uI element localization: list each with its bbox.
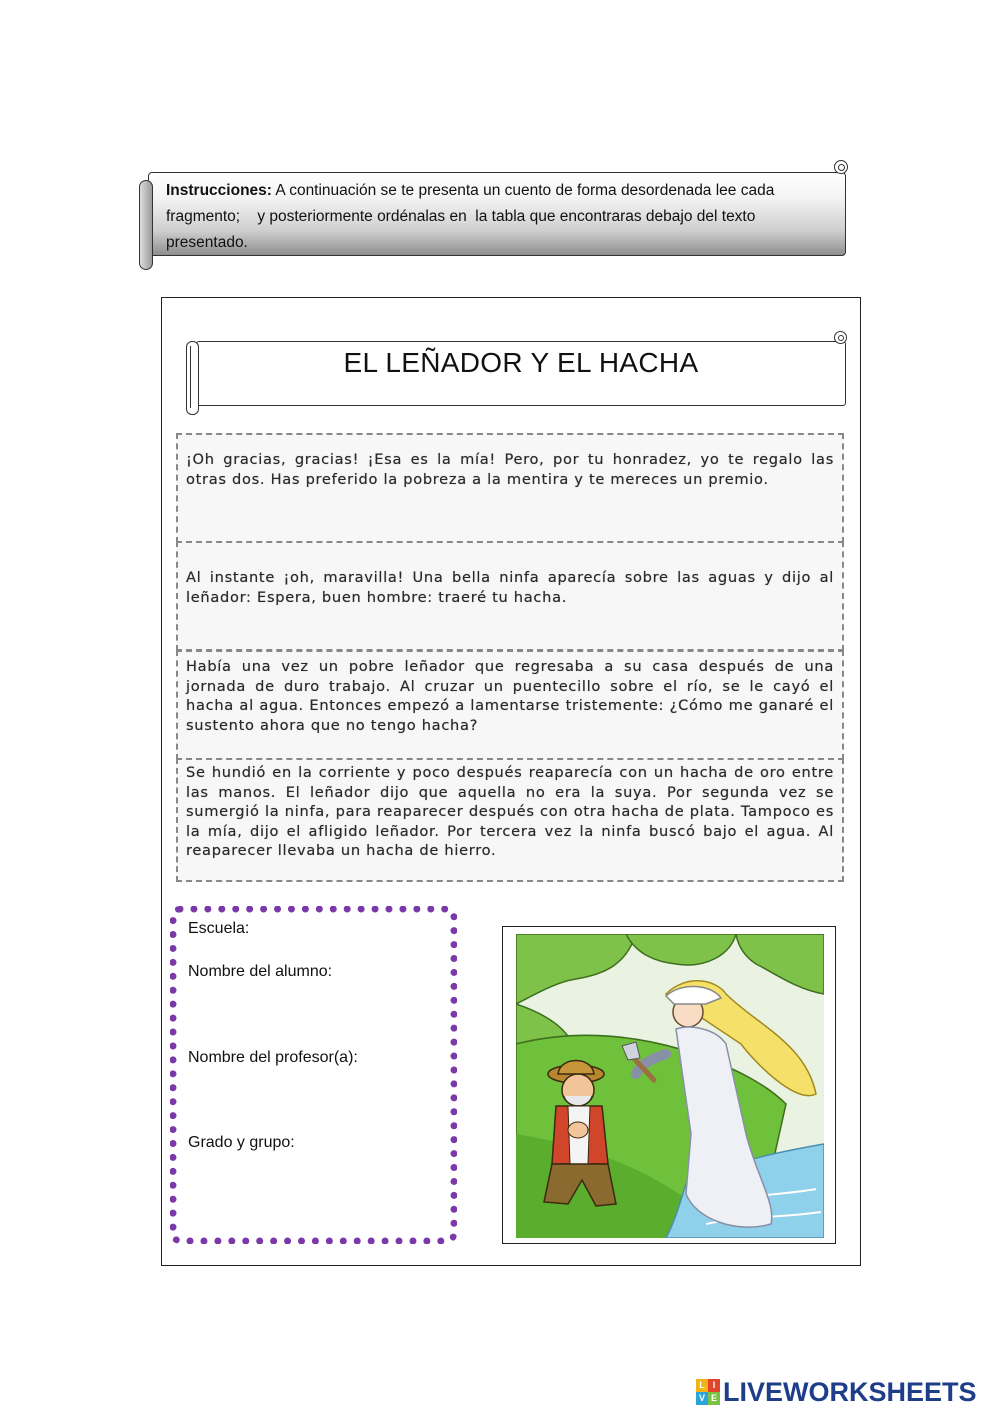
story-illustration-frame [502,926,836,1244]
logo-mark-icon: L I V E [696,1379,720,1405]
instructions-line-1: A continuación se te presenta un cuento de forma desordenada lee cada [271,182,775,199]
student-name-label: Nombre del alumno: [188,963,333,980]
teacher-name-label: Nombre del profesor(a): [188,1049,358,1066]
story-title: EL LEÑADOR Y EL HACHA [343,347,699,378]
story-fragment-4: Se hundió en la corriente y poco después reaparecía con un hacha de oro entre las manos. El leñador dijo que aquella no era la suya. Por segunda vez se sumergió la ninfa, para reaparecer después con otra hacha de plata. Tampoco es la mía, dijo el afligido leñador. Por tercera vez la ninfa buscó bajo el agua. Al reaparecer llevaba un hacha de hierro. [176,758,844,882]
story-fragment-2: Al instante ¡oh, maravilla! Una bella ninfa aparecía sobre las aguas y dijo al leñador: Espera, buen hombre: traeré tu hacha. [176,541,844,651]
grade-group-label: Grado y grupo: [188,1134,295,1151]
instructions-line-3: presentado. [166,234,248,251]
story-illustration [516,934,824,1238]
instructions-label: Instrucciones: [166,182,272,199]
school-label: Escuela: [188,920,250,937]
instructions-text [166,178,836,256]
logo-text: LIVEWORKSHEETS [723,1376,977,1407]
scroll-roll-decoration [139,180,153,270]
instructions-line-2: fragmento; y posteriormente ordénalas en la tabla que encontraras debajo del texto [166,208,756,225]
liveworksheets-logo[interactable] [696,1377,977,1407]
student-info-box [170,906,457,1244]
scroll-curl-decoration [834,160,848,174]
title-curl-decoration [834,331,847,344]
story-fragment-1: ¡Oh gracias, gracias! ¡Esa es la mía! Pero, por tu honradez, yo te regalo las otras dos. Has preferido la pobreza a la mentira y te mereces un premio. [176,433,844,543]
story-fragment-3: Había una vez un pobre leñador que regresaba a su casa después de una jornada de duro trabajo. Al cruzar un puentecillo sobre el río, se le cayó el hacha al agua. Entonces empezó a lamentarse tristemente: ¿Cómo me ganaré el sustento ahora que no tengo hacha? [176,650,844,760]
